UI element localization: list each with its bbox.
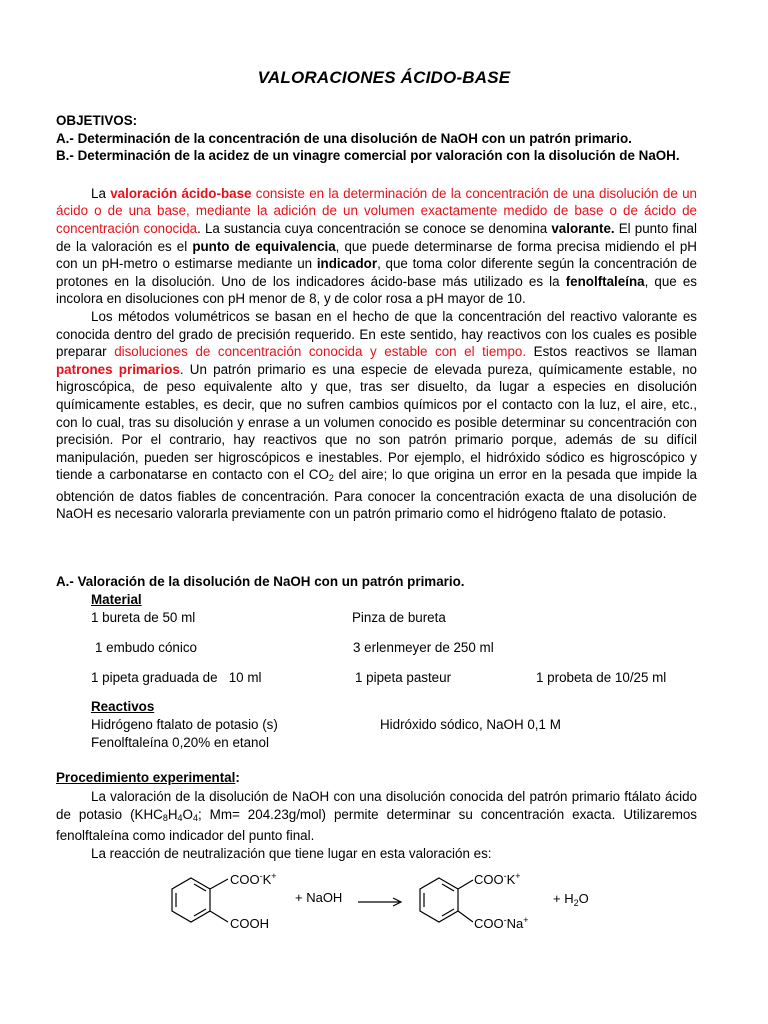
reaction-scheme xyxy=(0,860,768,950)
reactivo-item: Fenolftaleína 0,20% en etanol xyxy=(91,735,269,750)
term-valoracion: valoración ácido-base xyxy=(110,185,252,201)
svg-text:+ H2O: + $H_2O$ xyxy=(553,891,589,908)
reactivo-item: Hidróxido sódico, NaOH 0,1 M xyxy=(380,717,561,732)
objectives-section xyxy=(56,112,697,165)
procedure-heading: Procedimiento experimental: xyxy=(56,770,240,785)
svg-text:COOH: COOH xyxy=(230,916,269,931)
objectives-heading: OBJETIVOS: xyxy=(56,113,138,128)
procedure-paragraph: La valoración de la disolución de NaOH con una disolución conocida del patrón primario ftálato ácido de potasio ($KHC_8H_4O_4$; Mm= 204.23g/mol) permite determinar su concentración exacta. Utilizaremos fenolftaleína como indicador del punto final. xyxy=(56,789,697,844)
term-patrones: patrones primarios xyxy=(56,361,180,377)
material-item: 1 bureta de 50 ml xyxy=(91,610,196,625)
material-item: Pinza de bureta xyxy=(352,610,446,625)
material-item: 1 embudo cónico xyxy=(95,640,197,655)
reaction-intro: La reacción de neutralización que tiene lugar en esta valoración es: xyxy=(91,845,492,861)
material-item: 1 probeta de 10/25 ml xyxy=(536,670,667,685)
page-title: VALORACIONES ÁCIDO-BASE xyxy=(257,68,511,87)
svg-text:COO-Na+: COO-Na+ xyxy=(474,915,529,931)
document-body xyxy=(56,112,697,523)
reactivos-heading: Reactivos xyxy=(91,699,155,714)
svg-text:+ NaOH: + NaOH xyxy=(295,890,343,905)
material-item: 1 pipeta graduada de 10 ml xyxy=(91,670,262,685)
svg-text:COO-K+: COO-K+ xyxy=(230,871,277,887)
objective-a: A.- Determinación de la concentración de una disolución de NaOH con un patrón primario. xyxy=(56,130,632,146)
benzene-ring xyxy=(420,878,458,922)
section-a-heading: A.- Valoración de la disolución de NaOH con un patrón primario. xyxy=(56,574,465,589)
methods-paragraph: Los métodos volumétricos se basan en el hecho de que la concentración del reactivo valorante es conocida dentro del grado de precisión requerido. En este sentido, hay reactivos con los cuales es posible preparar disoluciones de concentración conocida y estable con el tiempo. Estos reactivos se llaman patrones primarios. Un patrón primario es una especie de elevada pureza, químicamente estable, no higroscópica, de peso equivalente alto y que, tras ser disuelto, da lugar a especies en disolución químicamente estables, es decir, que no sufren cambios químicos por el contacto con la luz, el aire, etc., con lo cual, tras su disolución y enrase a un volumen conocido es posible determinar su concentración con precisión. Por el contrario, hay reactivos que no son patrón primario porque, además de su difícil manipulación, pueden ser higroscópicos e inestables. Por ejemplo, el hidróxido sódico es higroscópico y tiende a carbonatarse en contacto con el $CO_2$ del aire; lo que origina un error en la pesada que impide la obtención de datos fiables de concentración. Para conocer la concentración exacta de una disolución de NaOH es necesario valorarla previamente con un patrón primario como el hidrógeno ftalato de potasio. xyxy=(56,308,697,522)
svg-text:COO-K+: COO-K+ xyxy=(474,871,521,887)
material-item: 1 pipeta pasteur xyxy=(355,670,452,685)
material-heading: Material xyxy=(91,592,142,607)
benzene-ring xyxy=(172,878,210,922)
material-item: 3 erlenmeyer de 250 ml xyxy=(353,640,494,655)
reactivo-item: Hidrógeno ftalato de potasio (s) xyxy=(91,717,278,732)
intro-paragraph: La valoración ácido-base consiste en la determinación de la concentración de una disolución de un ácido o de una base, mediante la adición de un volumen exactamente medido de base o de ácido de concentración conocida. La sustancia cuya concentración se conoce se denomina valorante. El punto final de la valoración es el punto de equivalencia, que puede determinarse de forma precisa midiendo el pH con un pH-metro o estimarse mediante un indicador, que toma color diferente según la concentración de protones en la disolución. Uno de los indicadores ácido-base más utilizado es la fenolftaleína, que es incolora en disoluciones con pH menor de 8, y de color rosa a pH mayor de 10. xyxy=(56,185,698,307)
objective-b: B.- Determinación de la acidez de un vinagre comercial por valoración con la disolución de NaOH. xyxy=(56,148,680,164)
procedure-text xyxy=(56,788,697,862)
